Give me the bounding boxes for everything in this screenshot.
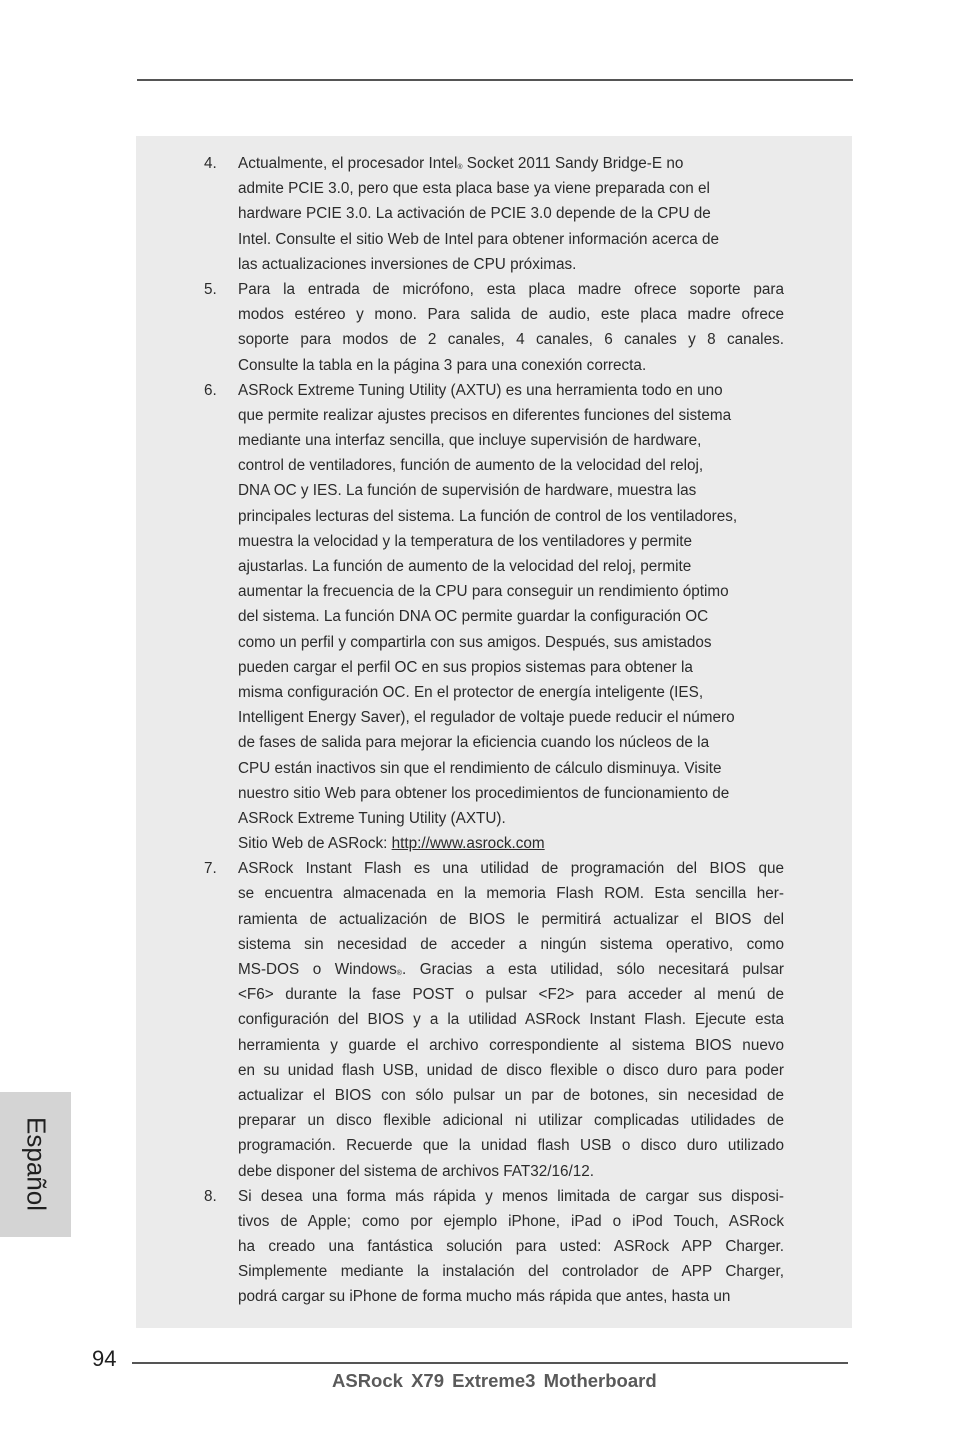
text-line: ramienta de actualización de BIOS le permitirá actualizar el BIOS del [238,910,784,928]
text-line: ASRock Instant Flash es una utilidad de programación del BIOS que [238,860,784,878]
page-number: 94 [92,1346,117,1371]
list-item [204,151,784,277]
text-line: DNA OC y IES. La función de supervisión de hardware, muestra las [238,482,697,500]
text-line: modos estéreo y mono. Para salida de audio, este placa madre ofrece [238,306,784,324]
item-number: 6. [204,381,217,399]
notes-list [204,151,784,1310]
text-line: mediante una interfaz sencilla, que incluye supervisión de hardware, [238,432,702,450]
text-line: aumentar la frecuencia de la CPU para conseguir un rendimiento óptimo [238,583,729,601]
text-line: <F6> durante la fase POST o pulsar <F2> para acceder al menú de [238,986,784,1004]
text-line: Simplemente mediante la instalación del controlador de APP Charger, [238,1263,784,1281]
text-line: en su unidad flash USB, unidad de disco flexible o disco duro para poder [238,1061,784,1079]
text-line: preparar un disco flexible adicional ni utilizar complicadas utilidades de [238,1112,784,1130]
text-line: podrá cargar su iPhone de forma mucho más rápida que antes, hasta un [238,1288,731,1306]
text-line: MS-DOS o Windows®. Gracias a esta utilidad, sólo necesitará pulsar [238,961,785,978]
text-line: del sistema. La función DNA OC permite guardar la configuración OC [238,608,709,626]
text-line: soporte para modos de 2 canales, 4 canales, 6 canales y 8 canales. [238,331,784,349]
text-line: sistema sin necesidad de acceder a ningún sistema operativo, como [238,935,784,953]
asrock-website-link[interactable]: http://www.asrock.com [391,835,545,853]
text-line: principales lecturas del sistema. La función de control de los ventiladores, [238,507,738,525]
text-line: hardware PCIE 3.0. La activación de PCIE 3.0 depende de la CPU de [238,205,711,223]
text-line: Consulte la tabla en la página 3 para una conexión correcta. [238,356,647,374]
text-line: admite PCIE 3.0, pero que esta placa base ya viene preparada con el [238,180,710,198]
text-line: muestra la velocidad y la temperatura de los ventiladores y permite [238,532,693,550]
text-line: misma configuración OC. En el protector de energía inteligente (IES, [238,683,704,701]
text-line: las actualizaciones inversiones de CPU próximas. [238,255,577,273]
text-line: configuración del BIOS y a la utilidad ASRock Instant Flash. Ejecute esta [238,1011,784,1029]
bottom-rule [132,1362,848,1364]
registered-mark: ® [457,164,463,171]
text-line: ha creado una fantástica solución para usted: ASRock APP Charger. [238,1238,784,1256]
text-line: como un perfil y compartirla con sus amigos. Después, sus amistados [238,633,712,651]
text-line: Actualmente, el procesador Intel® Socket 2011 Sandy Bridge-E no [238,155,684,172]
item-number: 8. [204,1187,217,1205]
item-number: 4. [204,155,217,172]
list-item [204,1184,784,1310]
text-line: Intel. Consulte el sitio Web de Intel para obtener información acerca de [238,230,719,248]
text-line: de fases de salida para mejorar la eficiencia cuando los núcleos de la [238,734,710,752]
text-line: pueden cargar el perfil OC en sus propios sistemas para obtener la [238,658,693,676]
text-line: se encuentra almacenada en la memoria Flash ROM. Esta sencilla her- [238,885,784,903]
registered-mark: ® [396,970,402,977]
text-line: actualizar el BIOS con sólo pulsar un par de botones, sin necesidad de [238,1086,784,1104]
text-line: CPU están inactivos sin que el rendimiento de cálculo disminuya. Visite [238,759,722,777]
language-side-tab-label: Español [21,1117,52,1211]
website-line [238,831,784,856]
text-line: Para la entrada de micrófono, esta placa madre ofrece soporte para [238,280,784,298]
text-line: ASRock Extreme Tuning Utility (AXTU). [238,809,506,827]
website-label: Sitio Web de ASRock: [238,835,392,853]
item-number: 7. [204,860,217,878]
text-line: debe disponer del sistema de archivos FAT32/16/12. [238,1162,595,1180]
text-line: tivos de Apple; como por ejemplo iPhone, iPad o iPod Touch, ASRock [238,1212,784,1230]
top-rule [137,79,853,81]
text-line: control de ventiladores, función de aumento de la velocidad del reloj, [238,457,704,475]
list-item [204,277,784,378]
text-line: programación. Recuerde que la unidad flash USB o disco duro utilizado [238,1137,784,1155]
text-line: herramienta y guarde el archivo correspondiente al sistema BIOS nuevo [238,1036,784,1054]
text-line: ASRock Extreme Tuning Utility (AXTU) es una herramienta todo en uno [238,381,723,399]
text-line: Si desea una forma más rápida y menos limitada de cargar sus disposi- [238,1187,784,1205]
text-line: nuestro sitio Web para obtener los procedimientos de funcionamiento de [238,784,730,802]
item-number: 5. [204,280,217,298]
text-line: que permite realizar ajustes precisos en diferentes funciones del sistema [238,406,732,424]
list-item [204,856,784,1183]
text-line: Intelligent Energy Saver), el regulador de voltaje puede reducir el número [238,709,735,727]
text-line: ajustarlas. La función de aumento de la velocidad del reloj, permite [238,558,692,575]
footer-title: ASRock X79 Extreme3 Motherboard [332,1370,657,1391]
list-item [204,378,784,857]
